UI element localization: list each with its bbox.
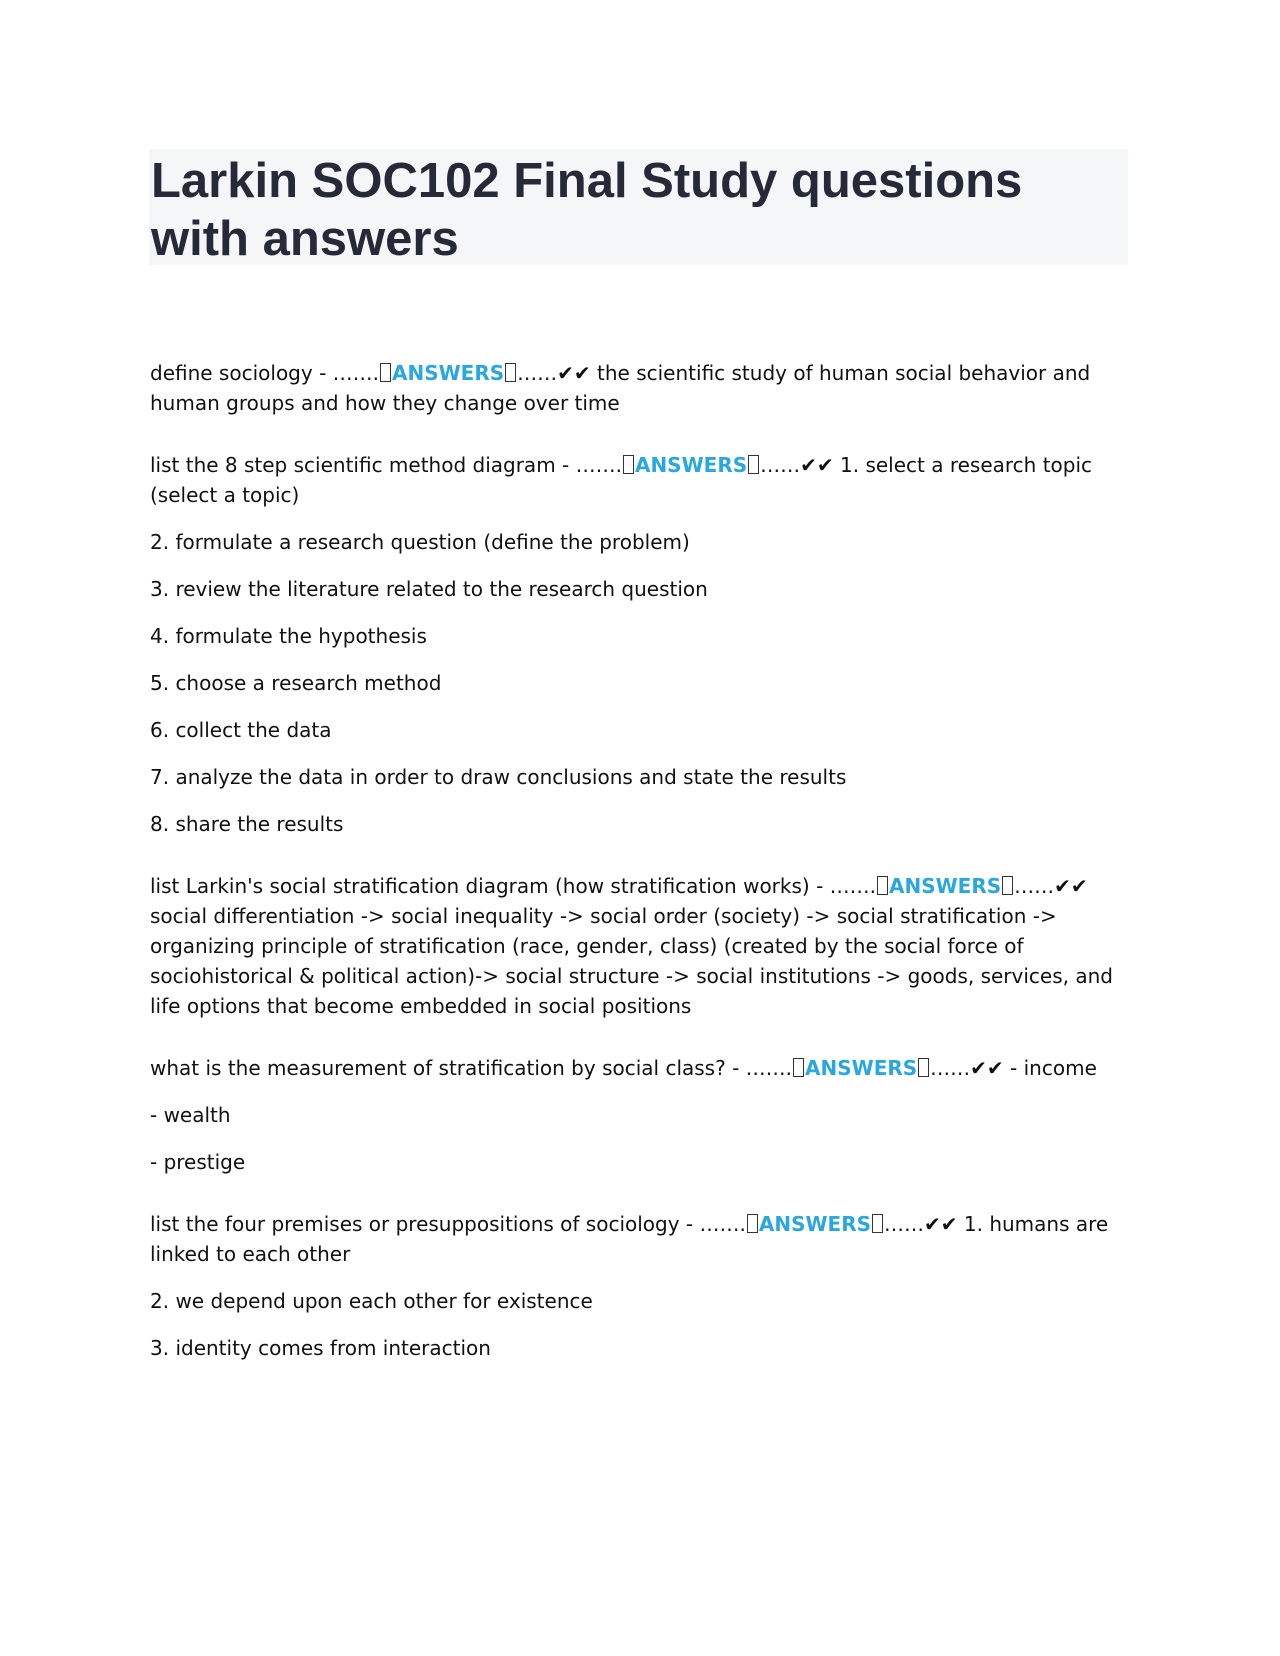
question-text: define sociology - — [150, 361, 327, 385]
checkmark-icon: ✔✔ — [970, 1056, 1004, 1080]
answer-text: - income — [1010, 1056, 1097, 1080]
answer-text: social differentiation -> social inequality -> social order (society) -> social stratification -> organizing principle of stratification (race, gender, class) (created by the social force of sociohistorical & political action)-> social structure -> social institutions -> goods, services, and life options that become embedded in social positions — [150, 904, 1113, 1018]
dots-after: …… — [1014, 874, 1055, 898]
missing-glyph-icon — [793, 1058, 804, 1077]
missing-glyph-icon — [380, 363, 391, 382]
answer-text: 1. select a research topic (select a topic) — [150, 453, 1093, 507]
checkmark-icon: ✔✔ — [800, 453, 834, 477]
missing-glyph-icon — [1002, 876, 1013, 895]
question-line — [150, 450, 1128, 510]
answer-line: 5. choose a research method — [150, 671, 442, 695]
missing-glyph-icon — [918, 1058, 929, 1077]
dots-after: …… — [884, 1212, 925, 1236]
checkmark-icon: ✔✔ — [557, 361, 591, 385]
question-line — [150, 358, 1128, 418]
qa-item — [150, 871, 1128, 1021]
answers-tag: ANSWERS — [889, 874, 1002, 898]
qa-item — [150, 1053, 1128, 1177]
answers-tag: ANSWERS — [758, 1212, 872, 1236]
answer-line: 2. we depend upon each other for existence — [150, 1289, 593, 1313]
answer-line: - wealth — [150, 1103, 231, 1127]
missing-glyph-icon — [748, 455, 759, 474]
title-block — [149, 149, 1128, 265]
question-line — [150, 1209, 1128, 1269]
answer-line: 8. share the results — [150, 812, 344, 836]
dots-after: …… — [760, 453, 801, 477]
answer-line: 4. formulate the hypothesis — [150, 624, 427, 648]
document-title: Larkin SOC102 Final Study questions with answers — [151, 154, 1023, 266]
question-line — [150, 1053, 1128, 1083]
answer-text: the scientific study of human social behavior and human groups and how they change over time — [150, 361, 1091, 415]
dots-after: …… — [517, 361, 558, 385]
dots-before: ……. — [332, 361, 379, 385]
question-line — [150, 871, 1128, 1021]
question-text: what is the measurement of stratification by social class? - — [150, 1056, 740, 1080]
question-text: list the 8 step scientific method diagram - — [150, 453, 570, 477]
checkmark-icon: ✔✔ — [924, 1212, 958, 1236]
document-body — [150, 358, 1128, 1395]
qa-item — [150, 358, 1128, 418]
answer-line: 3. review the literature related to the research question — [150, 577, 708, 601]
dots-after: …… — [930, 1056, 971, 1080]
missing-glyph-icon — [747, 1214, 758, 1233]
checkmark-icon: ✔✔ — [1054, 874, 1088, 898]
answers-tag: ANSWERS — [392, 361, 505, 385]
qa-item — [150, 1209, 1128, 1363]
dots-before: ……. — [699, 1212, 746, 1236]
dots-before: ……. — [829, 874, 876, 898]
dots-before: ……. — [745, 1056, 793, 1080]
missing-glyph-icon — [623, 455, 634, 474]
answer-line: 2. formulate a research question (define the problem) — [150, 530, 690, 554]
missing-glyph-icon — [877, 876, 888, 895]
answers-tag: ANSWERS — [634, 453, 748, 477]
answer-text: 1. humans are linked to each other — [150, 1212, 1109, 1266]
answers-tag: ANSWERS — [805, 1056, 918, 1080]
dots-before: ……. — [575, 453, 622, 477]
answer-line: 3. identity comes from interaction — [150, 1336, 491, 1360]
answer-line: - prestige — [150, 1150, 246, 1174]
answer-line: 7. analyze the data in order to draw conclusions and state the results — [150, 765, 847, 789]
question-text: list the four premises or presuppositions of sociology - — [150, 1212, 694, 1236]
answer-line: 6. collect the data — [150, 718, 332, 742]
qa-item — [150, 450, 1128, 839]
missing-glyph-icon — [505, 363, 516, 382]
question-text: list Larkin's social stratification diagram (how stratification works) - — [150, 874, 824, 898]
missing-glyph-icon — [872, 1214, 883, 1233]
